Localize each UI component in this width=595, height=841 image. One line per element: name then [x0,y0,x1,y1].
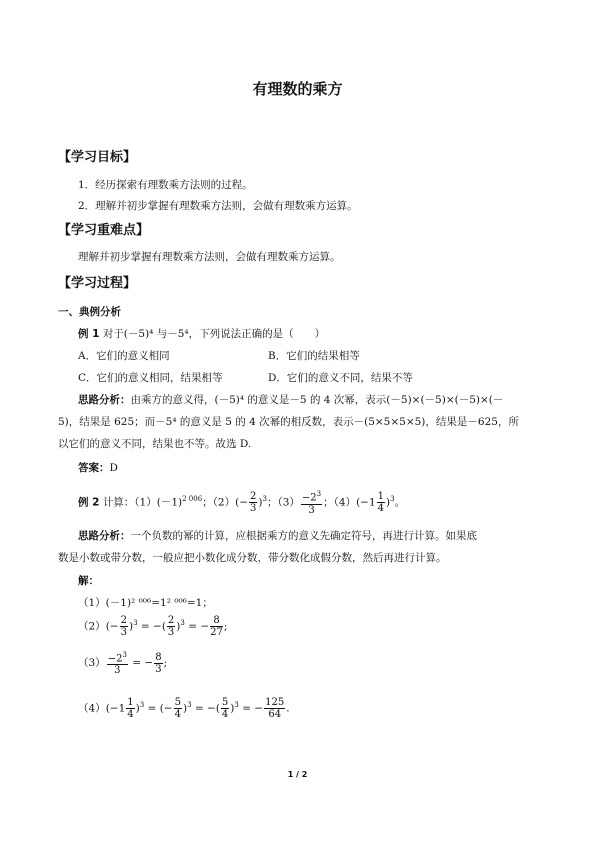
option-c: C．它们的意义相同，结果相等 [78,372,223,384]
solution-prefix: （3） [78,657,106,670]
page-number: 1 / 2 [287,770,308,779]
subsection-heading: 一、典例分析 [58,306,121,318]
fraction: $\frac{2}{3}$ [250,491,257,514]
example-1-label: 例 1 [78,328,100,340]
example-2-question: 例 2 计算：$(1)(-1)^{2 006}$；（2）(− $\frac{2}{3}$ )$^3$；（3） $\frac{-2^3}{3}$ ；（4）(−1 $\frac{1}{4}$ )$^3$。 [78,490,406,516]
analysis-label: 思路分析： [78,394,131,406]
solution-3: （3） $\frac{-2^3}{3}$ = − $\frac{8}{3}$ ; [78,651,168,677]
example-2-label: 例 2 [78,496,100,509]
solution-prefix: （2） [78,620,106,633]
solution-4: （4）(−1 $\frac{1}{4}$ )$^3$ = (− $\frac{5}{4}$ )$^3$ = −( $\frac{5}{4}$ )$^3$ = − $\frac{125}{64}$ . [78,697,290,720]
analysis-text: 一个负数的幂的计算，应根据乘方的意义先确定符号，再进行计算。如果底 [130,530,477,542]
analysis-text: 由乘方的意义得，(－5)⁴ 的意义是－5 的 4 次幂，表示(－5)×(－5)×(－5)×(－ [130,394,504,406]
section-process-heading: 【学习过程】 [58,276,137,291]
key-text: 理解并初步掌握有理数乘方法则，会做有理数乘方运算。 [78,251,341,263]
example-2-text: 计算：（1）(－1) [102,496,183,509]
example-1-analysis-line-3: 以它们的意义不同，结果也不等。故选 D. [58,438,252,450]
example-2-analysis-line-2: 数是小数或带分数，一般应把小数化成分数，带分数化成假分数，然后再进行计算。 [58,552,447,564]
example-1-question [78,327,325,341]
example-2-text: ；（3） [266,496,300,509]
solution-1: （1）(－1)² ⁰⁰⁶=1² ⁰⁰⁶=1； [78,597,213,609]
section-key-heading: 【学习重难点】 [58,223,150,238]
goal-2: 2．理解并初步掌握有理数乘方法则，会做有理数乘方运算。 [78,200,358,212]
example-2-text: ；（2） [202,496,236,509]
answer-line [78,461,118,475]
analysis-label: 思路分析： [78,530,131,542]
answer-label: 答案： [78,462,110,474]
example-1-analysis-line-2: 5)，结果是 625；而－5⁴ 的意义是 5 的 4 次幂的相反数，表示－(5×5×5×5)，结果是－625，所 [58,416,519,428]
option-b: B．它们的结果相等 [268,350,360,362]
option-a: A．它们的意义相同 [78,350,170,362]
fraction: $\frac{1}{4}$ [377,491,385,514]
fraction: $\frac{-2^3}{3}$ [301,490,322,516]
example-2-text: ；（4） [323,496,357,509]
example-1-text: 对于(－5)⁴ 与－5⁴，下列说法正确的是（ ） [102,328,326,340]
page-title: 有理数的乘方 [252,80,343,98]
example-2-text: 。 [394,496,406,509]
answer-value: D [109,462,118,474]
solution-label: 解： [78,575,99,587]
section-goals-heading: 【学习目标】 [58,150,137,165]
goal-1: 1．经历探索有理数乘方法则的过程。 [78,179,253,191]
example-1-analysis-line-1 [78,393,503,407]
option-d: D．它们的意义不同，结果不等 [268,372,413,384]
solution-2: （2）(− $\frac{2}{3}$ )$^3$ = −( $\frac{2}{3}$ )$^3$ = − $\frac{8}{27}$ ; [78,615,228,638]
solution-prefix: （4） [78,702,106,715]
exponent: 2 006 [182,495,203,503]
example-2-analysis-line-1 [78,529,477,543]
